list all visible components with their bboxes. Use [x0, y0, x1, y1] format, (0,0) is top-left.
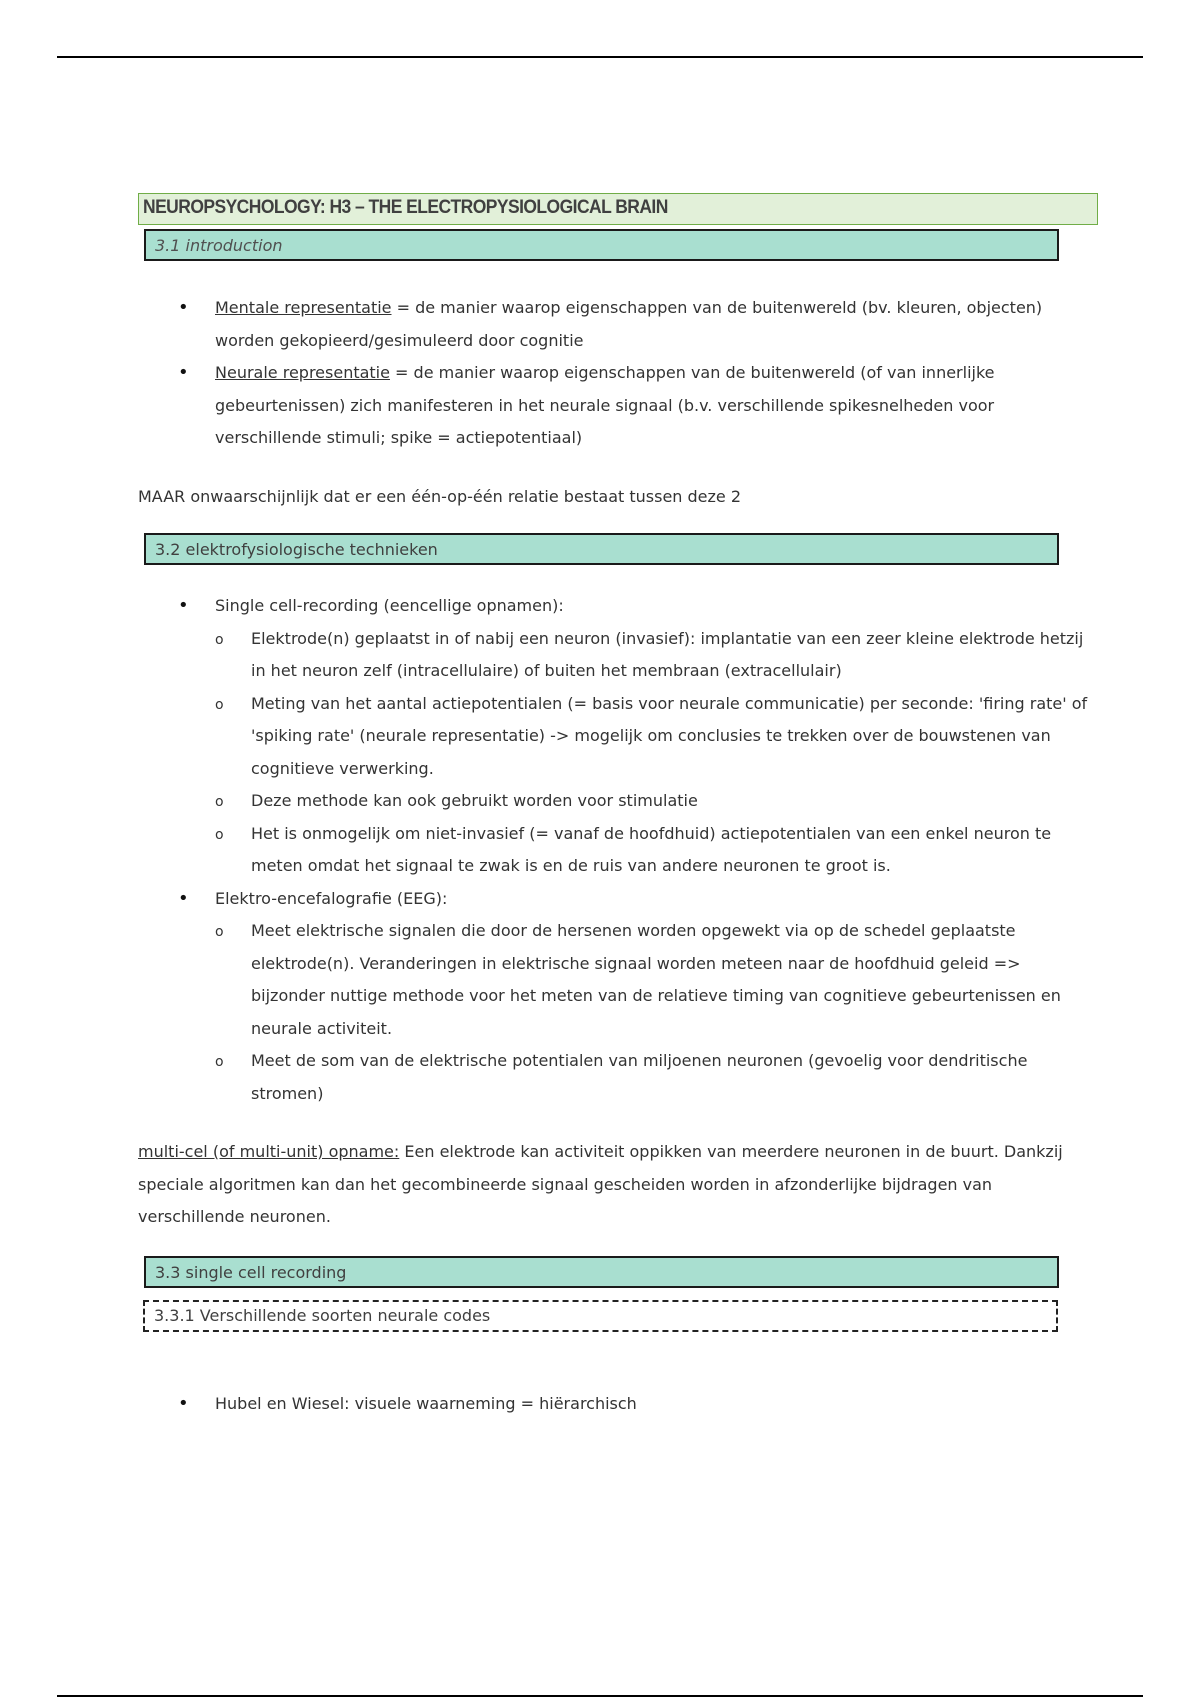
list-item: o Elektrode(n) geplaatst in of nabij een neuron (invasief): implantatie van een zeer kleine elektrode hetzij in het neuron zelf (intracellulaire) of buiten het membraan (extracellulair): [179, 623, 1098, 688]
list-item: o Deze methode kan ook gebruikt worden voor stimulatie: [179, 785, 1098, 818]
list-item: o Meting van het aantal actiepotentialen (= basis voor neurale communicatie) per seconde: 'firing rate' of 'spiking rate' (neurale representatie) -> mogelijk om conclusies te trekken over de bouwstenen van cognitieve verwerking.: [179, 688, 1098, 786]
list-item-single-cell-recording: • Single cell-recording (eencellige opnamen):: [138, 590, 1098, 623]
term-neurale-representatie: Neurale representatie: [215, 363, 390, 382]
single-cell-bullet-list: [138, 1388, 1098, 1421]
subsection-heading-3-3-1: 3.3.1 Verschillende soorten neurale codes: [143, 1300, 1058, 1332]
section-heading-3-2: 3.2 elektrofysiologische technieken: [144, 533, 1059, 565]
multi-cel-paragraph: multi-cel (of multi-unit) opname: Een elektrode kan activiteit oppikken van meerdere neuronen in de buurt. Dankzij speciale algoritmen kan dan het gecombineerde signaal gescheiden worden in afzonderlijke bijdragen van verschillende neuronen.: [138, 1142, 1063, 1226]
list-item: • Hubel en Wiesel: visuele waarneming = hiërarchisch: [138, 1388, 1098, 1421]
list-item: o Meet elektrische signalen die door de hersenen worden opgewekt via op de schedel geplaatste elektrode(n). Veranderingen in elektrische signaal worden meteen naar de hoofdhuid geleid => bijzonder nuttige methode voor het meten van de relatieve timing van cognitieve gebeurtenissen en neurale activiteit.: [179, 915, 1098, 1045]
section-heading-3-1: 3.1 introduction: [144, 229, 1059, 261]
list-item: o Meet de som van de elektrische potentialen van miljoenen neuronen (gevoelig voor dendritische stromen): [179, 1045, 1098, 1110]
document-title: NEUROPSYCHOLOGY: H3 – THE ELECTROPYSIOLOGICAL BRAIN: [138, 193, 1098, 225]
eeg-sublist: [179, 915, 1098, 1110]
maar-paragraph: MAAR onwaarschijnlijk dat er een één-op-één relatie bestaat tussen deze 2: [138, 486, 742, 506]
header-rule: [57, 56, 1143, 58]
techniques-bullet-list: [138, 590, 1098, 623]
document-body: [138, 193, 1098, 1420]
intro-bullet-list: [138, 292, 1098, 455]
list-item: • Neurale representatie = de manier waarop eigenschappen van de buitenwereld (of van innerlijke gebeurtenissen) zich manifesteren in het neurale signaal (b.v. verschillende spikesnelheden voor verschillende stimuli; spike = actiepotentiaal): [138, 357, 1098, 455]
list-item: o Het is onmogelijk om niet-invasief (= vanaf de hoofdhuid) actiepotentialen van een enkel neuron te meten omdat het signaal te zwak is en de ruis van andere neuronen te groot is.: [179, 818, 1098, 883]
list-item-eeg: • Elektro-encefalografie (EEG):: [138, 883, 1098, 916]
list-item: • Mentale representatie = de manier waarop eigenschappen van de buitenwereld (bv. kleuren, objecten) worden gekopieerd/gesimuleerd door cognitie: [138, 292, 1098, 357]
term-multi-cel-opname: multi-cel (of multi-unit) opname:: [138, 1142, 400, 1161]
footer-rule: [57, 1695, 1143, 1697]
single-cell-sublist: [179, 623, 1098, 883]
section-heading-3-3: 3.3 single cell recording: [144, 1256, 1059, 1288]
term-mentale-representatie: Mentale representatie: [215, 298, 392, 317]
